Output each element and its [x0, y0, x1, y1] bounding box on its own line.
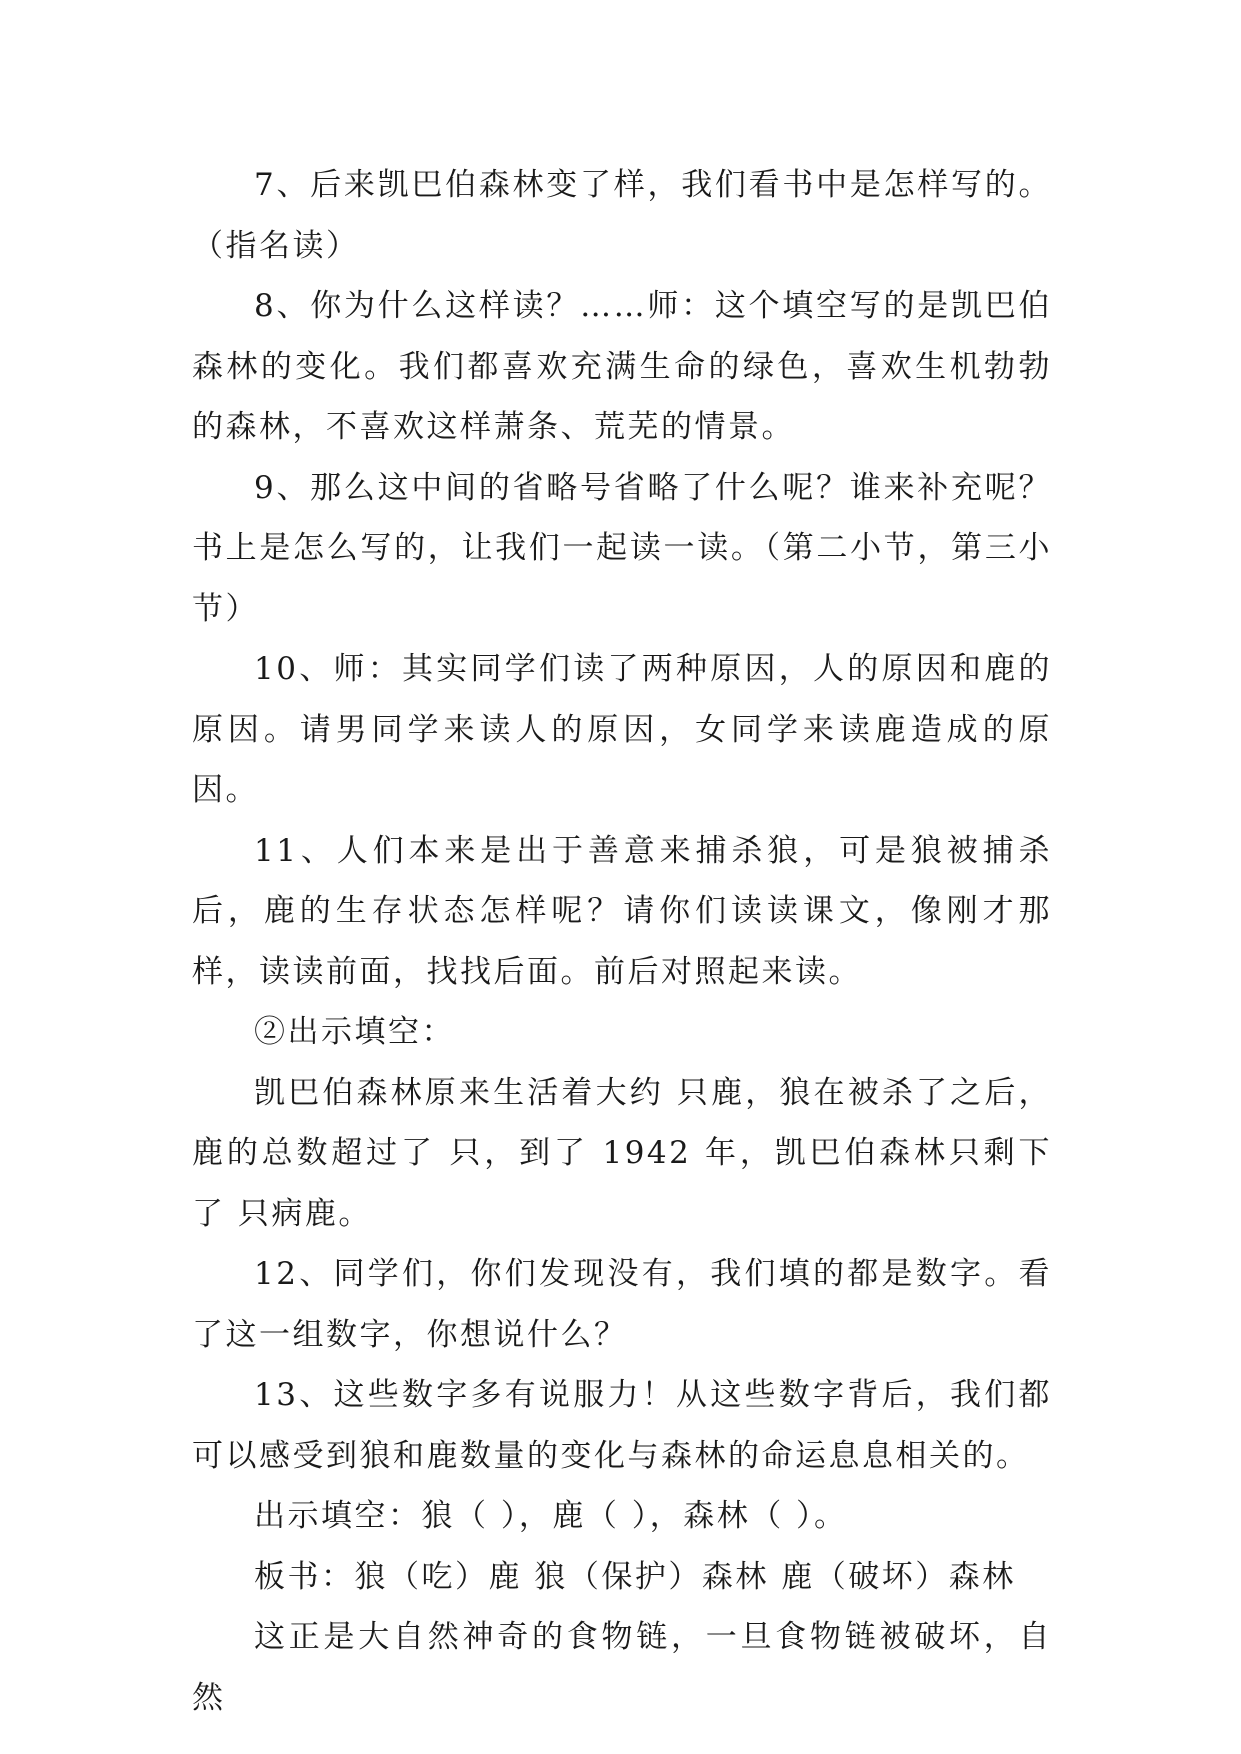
blackboard-notes: 板书：狼（吃）鹿 狼（保护）森林 鹿（破坏）森林 [254, 1558, 1016, 1595]
food-chain-paragraph: 这正是大自然神奇的食物链，一旦食物链被破坏，自然 [192, 1619, 1052, 1716]
paragraph-12: 12、同学们，你们发现没有，我们填的都是数字。看了这一组数字，你想说什么？ [192, 1256, 1052, 1353]
document-body [192, 155, 1052, 1728]
fill-blank-relations: 出示填空：狼（ ），鹿（ ），森林（ ）。 [254, 1498, 848, 1534]
fill-blank-heading: ②出示填空： [254, 1014, 455, 1050]
paragraph-7: 7、后来凯巴伯森林变了样，我们看书中是怎样写的。（指名读） [192, 167, 1052, 264]
paragraph-10: 10、师：其实同学们读了两种原因，人的原因和鹿的原因。请男同学来读人的原因，女同学来读鹿造成的原因。 [192, 651, 1052, 808]
paragraph-11: 11、人们本来是出于善意来捕杀狼，可是狼被捕杀后，鹿的生存状态怎样呢？请你们读读课文，像刚才那样，读读前面，找找后面。前后对照起来读。 [192, 832, 1052, 990]
paragraph-9: 9、那么这中间的省略号省略了什么呢？谁来补充呢？书上是怎么写的，让我们一起读一读。（第二小节，第三小节） [192, 469, 1052, 627]
fill-blank-text: 凯巴伯森林原来生活着大约 只鹿，狼在被杀了之后，鹿的总数超过了 只，到了 1942 年，凯巴伯森林只剩下了 只病鹿。 [192, 1074, 1052, 1232]
paragraph-8: 8、你为什么这样读？……师：这个填空写的是凯巴伯森林的变化。我们都喜欢充满生命的绿色，喜欢生机勃勃的森林，不喜欢这样萧条、荒芜的情景。 [192, 288, 1052, 445]
paragraph-13: 13、这些数字多有说服力！从这些数字背后，我们都可以感受到狼和鹿数量的变化与森林的命运息息相关的。 [192, 1377, 1052, 1474]
